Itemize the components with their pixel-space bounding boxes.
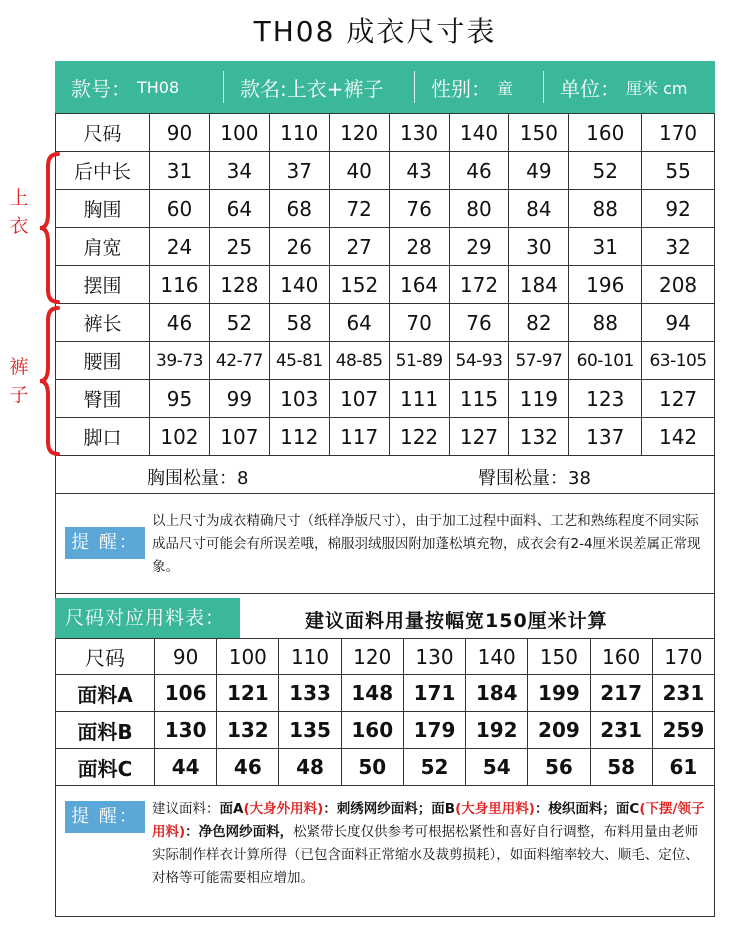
top-side-char: 上 [9,187,29,209]
fabric-header-cell: 90 [155,639,217,675]
table-cell: 60-101 [569,342,642,380]
size-header-cell: 120 [329,114,389,152]
table-cell: 29 [449,228,509,266]
table-cell: 46 [449,152,509,190]
table-row [56,228,715,266]
table-cell: 54-93 [449,342,509,380]
table-cell: 112 [269,418,329,456]
size-header-cell: 110 [269,114,329,152]
fabric-header-cell: 120 [341,639,403,675]
fabric-header-cell: 170 [652,639,714,675]
table-cell: 54 [466,749,528,786]
table-cell: 43 [389,152,449,190]
fabric-notice-part: ：梭织面料；面C [534,801,640,817]
fabric-header-row [56,639,715,675]
table-cell: 61 [652,749,714,786]
table-cell: 172 [449,266,509,304]
table-cell: 84 [509,190,569,228]
table-cell: 217 [590,675,652,712]
table-cell: 132 [509,418,569,456]
table-cell: 45-81 [269,342,329,380]
table-cell: 37 [269,152,329,190]
top-brace-icon [38,152,60,304]
table-cell: 46 [217,749,279,786]
table-row [56,675,715,712]
table-cell: 60 [150,190,210,228]
fabric-notice-highlight: (大身外用料) [243,801,324,817]
top-side-label [6,184,32,240]
table-cell: 24 [150,228,210,266]
table-cell: 128 [209,266,269,304]
table-cell: 135 [279,712,341,749]
table-cell: 34 [209,152,269,190]
row-label: 面料A [56,675,155,712]
table-cell: 106 [155,675,217,712]
table-cell: 48-85 [329,342,389,380]
table-cell: 152 [329,266,389,304]
table-cell: 199 [528,675,590,712]
size-header-row [56,114,715,152]
fabric-notice-part: ：刺绣网纱面料；面B [323,801,456,817]
table-cell: 40 [329,152,389,190]
table-cell: 107 [209,418,269,456]
table-cell: 52 [209,304,269,342]
notice-badge: 提 醒： [65,527,145,559]
table-cell: 94 [642,304,715,342]
unit-label: 单位： [560,76,620,101]
table-cell: 88 [569,190,642,228]
table-cell: 57-97 [509,342,569,380]
table-cell: 103 [269,380,329,418]
pants-brace-icon [38,306,60,456]
chest-ease: 胸围松量：8 [147,468,249,489]
fabric-width-note: 建议面料用量按幅宽150厘米计算 [305,610,608,632]
table-cell: 231 [652,675,714,712]
fabric-header-cell: 150 [528,639,590,675]
table-cell: 72 [329,190,389,228]
table-cell: 107 [329,380,389,418]
table-cell: 137 [569,418,642,456]
size-header-cell: 130 [389,114,449,152]
ease-row [55,456,715,494]
fabric-notice-text [152,798,707,890]
table-cell: 63-105 [642,342,715,380]
table-cell: 76 [389,190,449,228]
row-label: 后中长 [56,152,150,190]
fabric-notice-part: 建议面料： [152,801,220,817]
table-cell: 148 [341,675,403,712]
unit [544,61,714,113]
size-header-cell: 140 [449,114,509,152]
info-header-bar [55,61,715,113]
fabric-notice-part: ：净色网纱面料， [185,824,294,840]
table-cell: 32 [642,228,715,266]
table-cell: 140 [269,266,329,304]
notice-text: 以上尺寸为成衣精确尺寸（纸样净版尺寸），由于加工过程中面料、工艺和熟练程度不同实际成品尺寸可能会有所误差哦，棉服羽绒服因附加蓬松填充物，成衣会有2-4厘米误差属正常现象。 [152,513,701,575]
row-label: 胸围 [56,190,150,228]
fabric-notice-highlight: (下摆/领子用料) [152,801,705,840]
table-cell: 130 [155,712,217,749]
table-row [56,712,715,749]
fabric-table [55,638,715,786]
table-cell: 116 [150,266,210,304]
top-side-char: 衣 [9,215,29,237]
fabric-header-cell: 140 [466,639,528,675]
table-cell: 111 [389,380,449,418]
fabric-header-cell: 110 [279,639,341,675]
table-cell: 209 [528,712,590,749]
table-cell: 127 [642,380,715,418]
table-cell: 58 [269,304,329,342]
table-row [56,266,715,304]
size-header-cell: 尺码 [56,114,150,152]
table-cell: 64 [209,190,269,228]
size-header-cell: 160 [569,114,642,152]
table-cell: 76 [449,304,509,342]
table-cell: 164 [389,266,449,304]
unit-value: 厘米 cm [626,78,688,98]
table-cell: 119 [509,380,569,418]
row-label: 臀围 [56,380,150,418]
size-header-cell: 150 [509,114,569,152]
table-cell: 52 [569,152,642,190]
table-cell: 102 [150,418,210,456]
table-cell: 92 [642,190,715,228]
table-row [56,342,715,380]
table-cell: 115 [449,380,509,418]
table-cell: 231 [590,712,652,749]
fabric-notice-box [55,788,715,916]
table-cell: 160 [341,712,403,749]
table-cell: 82 [509,304,569,342]
table-cell: 58 [590,749,652,786]
table-cell: 133 [279,675,341,712]
style-number-value: TH08 [137,77,180,97]
style-number-label: 款号： [71,76,131,101]
table-cell: 68 [269,190,329,228]
table-cell: 28 [389,228,449,266]
table-cell: 121 [217,675,279,712]
table-row [56,152,715,190]
table-row [56,749,715,786]
table-cell: 56 [528,749,590,786]
table-cell: 192 [466,712,528,749]
row-label: 肩宽 [56,228,150,266]
table-cell: 64 [329,304,389,342]
table-cell: 127 [449,418,509,456]
table-cell: 88 [569,304,642,342]
fabric-notice-highlight: (大身里用料) [455,801,535,817]
fabric-notice-part: 面A [219,801,244,817]
page-title: TH08 成衣尺寸表 [253,15,497,48]
style-name: 款名:上衣+裤子 [240,76,384,101]
table-cell: 184 [509,266,569,304]
table-cell: 30 [509,228,569,266]
table-cell: 44 [155,749,217,786]
table-cell: 99 [209,380,269,418]
pants-side-label [6,353,32,409]
table-cell: 196 [569,266,642,304]
pants-side-char: 裤 [9,356,29,378]
fabric-notice-badge: 提 醒： [65,801,145,833]
size-header-cell: 100 [209,114,269,152]
table-cell: 39-73 [150,342,210,380]
notice-box [55,494,715,594]
table-cell: 42-77 [209,342,269,380]
table-cell: 46 [150,304,210,342]
table-cell: 49 [509,152,569,190]
table-row [56,304,715,342]
table-cell: 31 [569,228,642,266]
gender-label: 性别： [431,76,491,101]
table-cell: 51-89 [389,342,449,380]
row-label: 腰围 [56,342,150,380]
style-number [55,61,223,113]
table-cell: 142 [642,418,715,456]
table-cell: 26 [269,228,329,266]
row-label: 裤长 [56,304,150,342]
table-cell: 132 [217,712,279,749]
fabric-header-cell: 100 [217,639,279,675]
table-cell: 171 [403,675,465,712]
gender [415,61,543,113]
row-label: 面料C [56,749,155,786]
table-cell: 55 [642,152,715,190]
table-cell: 179 [403,712,465,749]
table-row [56,190,715,228]
table-cell: 50 [341,749,403,786]
table-cell: 70 [389,304,449,342]
fabric-header-cell: 130 [403,639,465,675]
fabric-notice-part: 松紧带长度仅供参考可根据松紧性和喜好自行调整，布料用量由老师实际制作样衣计算所得（已包含面料正常缩水及裁剪损耗），如面料缩率较大、顺毛、定位、对格等可能需要相应增加。 [152,824,699,886]
table-cell: 123 [569,380,642,418]
table-cell: 52 [403,749,465,786]
gender-value: 童 [497,78,514,98]
size-table [55,113,715,456]
size-header-cell: 170 [642,114,715,152]
table-row [56,380,715,418]
table-cell: 122 [389,418,449,456]
table-cell: 259 [652,712,714,749]
table-cell: 95 [150,380,210,418]
size-header-cell: 90 [150,114,210,152]
row-label: 脚口 [56,418,150,456]
fabric-header-cell: 尺码 [56,639,155,675]
table-cell: 27 [329,228,389,266]
fabric-header-cell: 160 [590,639,652,675]
table-cell: 80 [449,190,509,228]
table-cell: 25 [209,228,269,266]
table-row [56,418,715,456]
table-cell: 31 [150,152,210,190]
fabric-table-label: 尺码对应用料表： [55,598,240,638]
row-label: 摆围 [56,266,150,304]
fabric-header-bar [55,598,715,638]
table-cell: 208 [642,266,715,304]
hip-ease: 臀围松量：38 [478,468,591,489]
table-cell: 184 [466,675,528,712]
table-cell: 117 [329,418,389,456]
row-label: 面料B [56,712,155,749]
table-cell: 48 [279,749,341,786]
pants-side-char: 子 [9,384,29,406]
